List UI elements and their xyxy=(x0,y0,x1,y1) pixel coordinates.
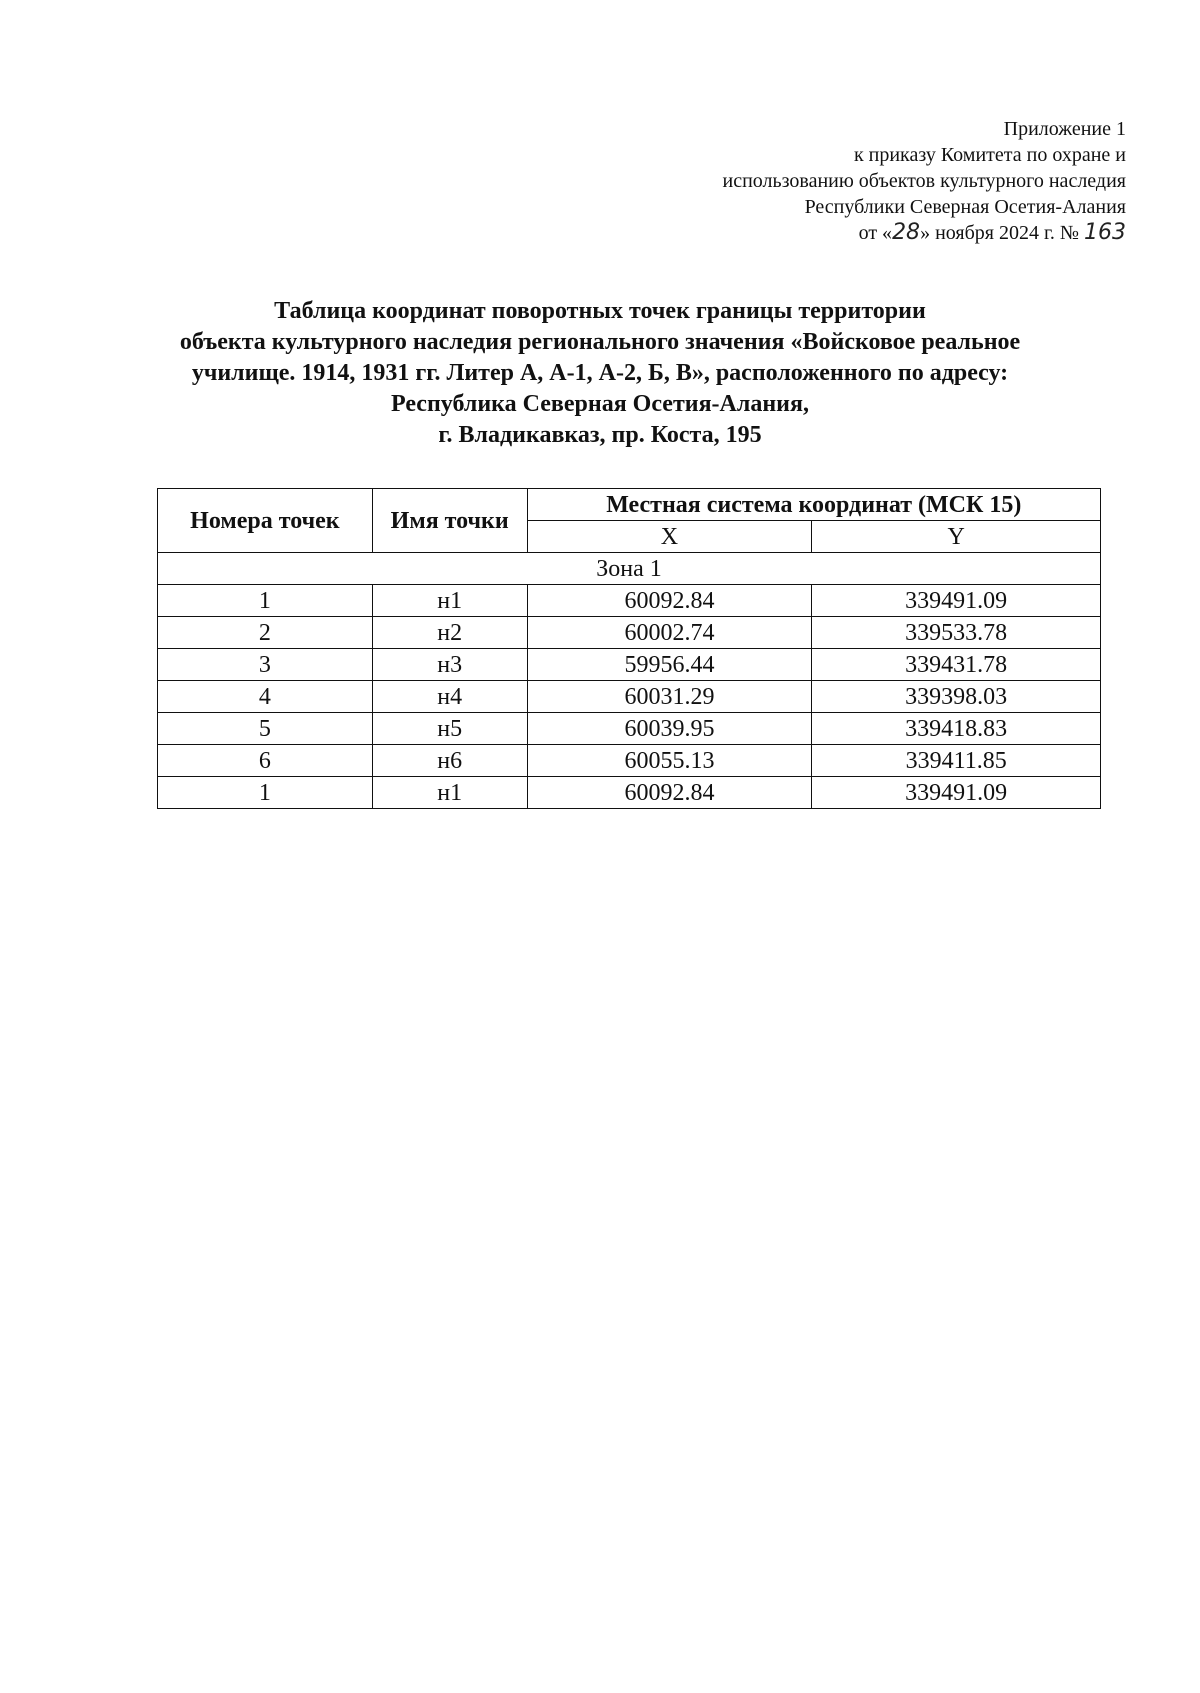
appendix-date-line xyxy=(566,220,1126,246)
appendix-republic: Республики Северная Осетия-Алания xyxy=(804,196,1126,218)
header-coord-system: Местная система координат (МСК 15) xyxy=(527,489,1100,521)
cell-name: н2 xyxy=(372,617,527,649)
date-day-handwritten: 28 xyxy=(892,220,921,245)
cell-name: н1 xyxy=(372,777,527,809)
table-row xyxy=(158,681,1101,713)
cell-y: 339533.78 xyxy=(812,617,1101,649)
table-row xyxy=(158,745,1101,777)
table-row xyxy=(158,585,1101,617)
order-number-handwritten: 163 xyxy=(1084,220,1126,245)
cell-x: 59956.44 xyxy=(527,649,812,681)
title-line-1: Таблица координат поворотных точек границы территории xyxy=(274,298,926,324)
header-x: X xyxy=(527,521,812,553)
header-point-numbers: Номера точек xyxy=(158,489,373,553)
cell-y: 339418.83 xyxy=(812,713,1101,745)
cell-x: 60055.13 xyxy=(527,745,812,777)
appendix-block xyxy=(566,116,1126,246)
cell-name: н3 xyxy=(372,649,527,681)
cell-y: 339491.09 xyxy=(812,585,1101,617)
cell-x: 60002.74 xyxy=(527,617,812,649)
cell-num: 6 xyxy=(158,745,373,777)
table-row xyxy=(158,777,1101,809)
appendix-order-ref: к приказу Комитета по охране и xyxy=(853,144,1126,166)
appendix-committee: использованию объектов культурного наследия xyxy=(722,170,1126,192)
title-line-3: училище. 1914, 1931 гг. Литер А, А-1, А-2, Б, В», расположенного по адресу: xyxy=(191,360,1009,386)
cell-y: 339398.03 xyxy=(812,681,1101,713)
date-prefix: от « xyxy=(858,222,893,244)
header-point-name: Имя точки xyxy=(372,489,527,553)
cell-name: н5 xyxy=(372,713,527,745)
zone-row xyxy=(158,553,1101,585)
cell-x: 60092.84 xyxy=(527,777,812,809)
cell-num: 3 xyxy=(158,649,373,681)
cell-y: 339411.85 xyxy=(812,745,1101,777)
title-line-5: г. Владикавказ, пр. Коста, 195 xyxy=(438,422,762,448)
title-line-2: объекта культурного наследия регионального значения «Войсковое реальное xyxy=(179,329,1021,355)
cell-name: н1 xyxy=(372,585,527,617)
cell-x: 60092.84 xyxy=(527,585,812,617)
cell-y: 339431.78 xyxy=(812,649,1101,681)
cell-num: 1 xyxy=(158,585,373,617)
header-y: Y xyxy=(812,521,1101,553)
document-title xyxy=(100,296,1100,451)
cell-num: 2 xyxy=(158,617,373,649)
table-row xyxy=(158,617,1101,649)
date-suffix: » ноября 2024 г. № xyxy=(920,222,1084,244)
cell-num: 1 xyxy=(158,777,373,809)
table-row xyxy=(158,713,1101,745)
cell-num: 5 xyxy=(158,713,373,745)
title-line-4: Республика Северная Осетия-Алания, xyxy=(391,391,809,417)
cell-x: 60039.95 xyxy=(527,713,812,745)
zone-label: Зона 1 xyxy=(158,553,1101,585)
table-header-row xyxy=(158,489,1101,521)
cell-x: 60031.29 xyxy=(527,681,812,713)
cell-name: н4 xyxy=(372,681,527,713)
table-row xyxy=(158,649,1101,681)
cell-num: 4 xyxy=(158,681,373,713)
cell-name: н6 xyxy=(372,745,527,777)
coordinates-table xyxy=(157,488,1101,809)
cell-y: 339491.09 xyxy=(812,777,1101,809)
appendix-title: Приложение 1 xyxy=(1003,118,1126,140)
table-body xyxy=(158,553,1101,809)
